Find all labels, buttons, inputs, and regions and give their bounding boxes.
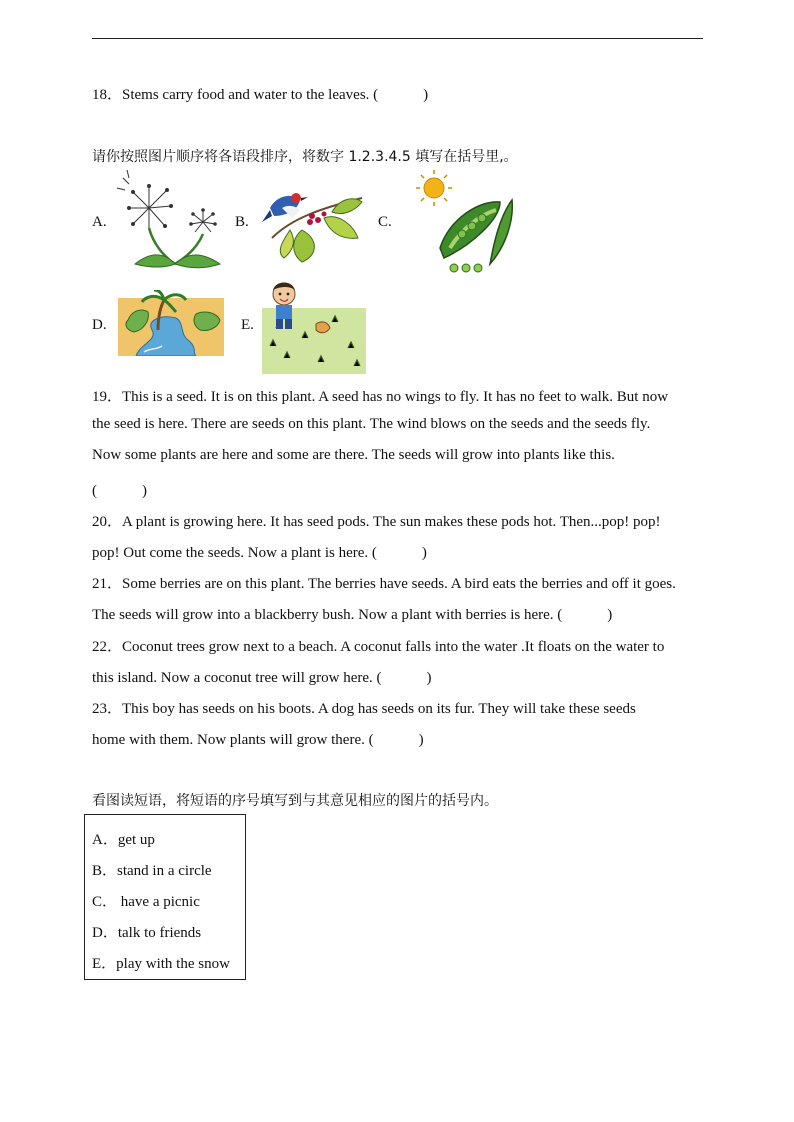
question-18: 18．Stems carry food and water to the leaves. ( )	[92, 87, 429, 103]
question-22-line-2: this island. Now a coconut tree will grow here. ( )	[92, 670, 432, 686]
sun-and-pea-pods-icon	[410, 168, 520, 274]
phrase-b: B．stand in a circle	[92, 863, 212, 879]
question-20-line-1: 20．A plant is growing here. It has seed pods. The sun makes these pods hot. Then...pop! pop!	[92, 514, 661, 530]
picture-label-c: C.	[378, 214, 392, 230]
phrase-a: A．get up	[92, 832, 155, 848]
question-23-line-2: home with them. Now plants will grow there. ( )	[92, 732, 424, 748]
picture-label-a: A.	[92, 214, 107, 230]
question-21-line-1: 21．Some berries are on this plant. The berries have seeds. A bird eats the berries and off it goes.	[92, 576, 676, 592]
picture-label-b: B.	[235, 214, 249, 230]
question-22-line-1: 22．Coconut trees grow next to a beach. A coconut falls into the water .It floats on the water to	[92, 639, 665, 655]
question-21-line-2: The seeds will grow into a blackberry bush. Now a plant with berries is here. ( )	[92, 607, 613, 623]
dandelion-icon	[105, 168, 225, 272]
section1-instruction: 请你按照图片顺序将各语段排序，将数字 1.2.3.4.5 填写在括号里,。	[92, 149, 518, 165]
picture-label-d: D.	[92, 317, 107, 333]
question-23-line-1: 23．This boy has seeds on his boots. A dog has seeds on its fur. They will take these seeds	[92, 701, 636, 717]
phrase-box	[84, 814, 246, 980]
phrase-c: C． have a picnic	[92, 894, 200, 910]
picture-label-e: E.	[241, 317, 254, 333]
section2-instruction: 看图读短语，将短语的序号填写到与其意见相应的图片的括号内。	[92, 793, 498, 809]
bird-on-berry-branch-icon	[262, 178, 368, 264]
phrase-d: D．talk to friends	[92, 925, 202, 941]
island-with-coconut-tree-icon	[118, 290, 224, 356]
question-19-line-2: the seed is here. There are seeds on this plant. The wind blows on the seeds and the seeds fly.	[92, 416, 651, 432]
phrase-e: E．play with the snow	[92, 956, 230, 972]
question-19-line-3: Now some plants are here and some are there. The seeds will grow into plants like this.	[92, 447, 615, 463]
question-19-line-1: 19．This is a seed. It is on this plant. A seed has no wings to fly. It has no feet to walk. But now	[92, 389, 669, 405]
question-19-answer-blank: ( )	[92, 483, 147, 499]
boy-in-field-icon	[262, 278, 366, 374]
top-rule	[92, 38, 703, 39]
question-20-line-2: pop! Out come the seeds. Now a plant is here. ( )	[92, 545, 427, 561]
